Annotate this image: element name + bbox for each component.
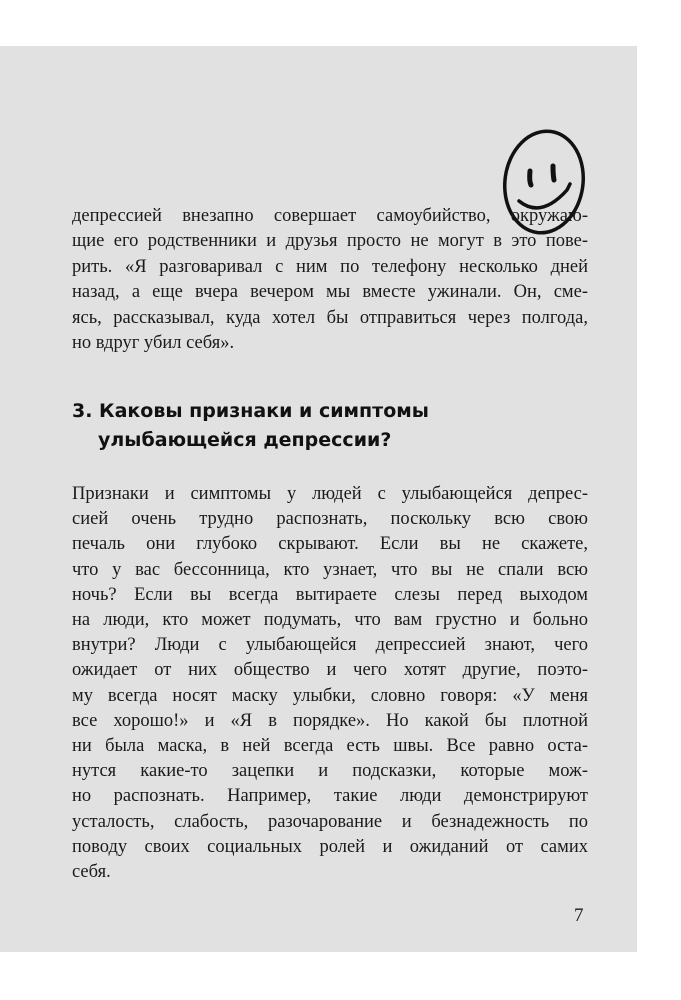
text-line: депрессией внезапно совершает самоубийство, окружаю- <box>72 206 588 226</box>
text-line: себя. <box>72 862 111 882</box>
text-line: но вдруг убил себя». <box>72 333 235 353</box>
section-heading-line2: улыбающейся депрессии? <box>98 429 392 451</box>
text-line: ожидает от них общество и чего хотят другие, поэто- <box>72 660 588 681</box>
text-line: назад, а еще вчера вечером мы вместе ужинали. Он, сме- <box>72 282 588 303</box>
text-line: но распознать. Например, такие люди демонстрируют <box>72 786 588 807</box>
text-line: ни была маска, в ней всегда есть швы. Все равно оста- <box>72 736 588 756</box>
text-line: сией очень трудно распознать, поскольку всю свою <box>72 509 588 530</box>
text-line: нутся какие-то зацепки и подсказки, которые мож- <box>72 761 588 782</box>
text-line: внутри? Люди с улыбающейся депрессией знают, чего <box>72 635 588 656</box>
text-line: щие его родственники и друзья просто не могут в это пове- <box>72 231 588 252</box>
page-number: 7 <box>574 905 584 926</box>
text-line: ясь, рассказывал, куда хотел бы отправиться через полгода, <box>72 307 588 328</box>
text-line: ночь? Если вы всегда вытираете слезы перед выходом <box>72 584 588 605</box>
text-line: все хорошо!» и «Я в порядке». Но какой бы плотной <box>72 710 588 731</box>
text-line: поводу своих социальных ролей и ожиданий от самих <box>72 836 588 857</box>
text-line: печаль они глубоко скрывают. Если вы не скажете, <box>72 534 588 555</box>
text-line: Признаки и симптомы у людей с улыбающейся депрес- <box>72 484 588 504</box>
text-line: на люди, кто может подумать, что вам грустно и больно <box>72 610 588 630</box>
text-line: усталость, слабость, разочарование и безнадежность по <box>72 811 588 832</box>
text-line: рить. «Я разговаривал с ним по телефону несколько дней <box>72 256 588 277</box>
section-heading-line1: 3. Каковы признаки и симптомы <box>72 400 429 422</box>
text-line: му всегда носят маску улыбки, словно говоря: «У меня <box>72 685 588 706</box>
text-line: что у вас бессонница, кто узнает, что вы не спали всю <box>72 559 588 580</box>
